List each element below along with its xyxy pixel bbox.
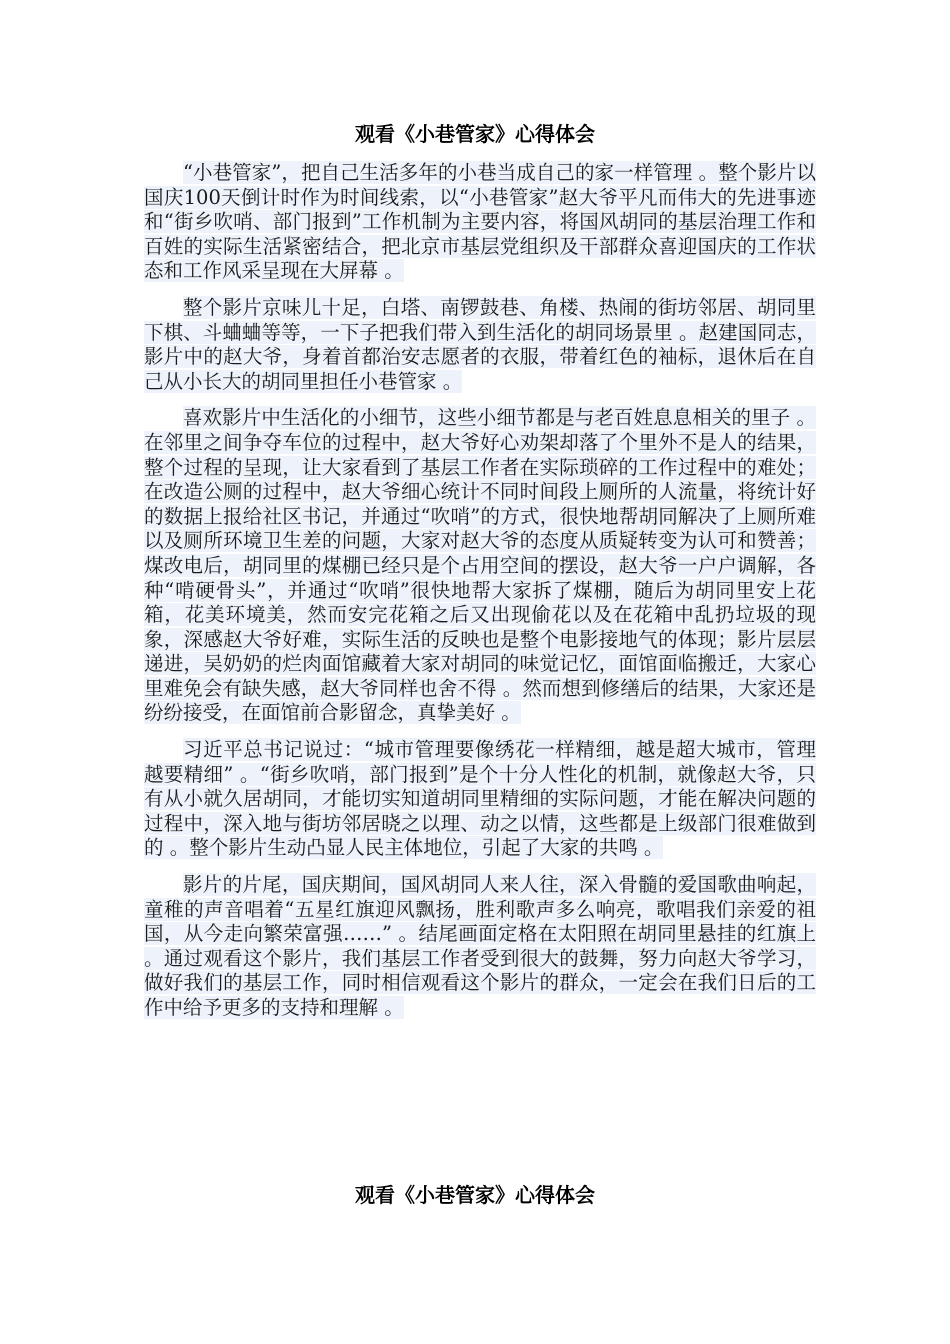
paragraph-4 — [144, 738, 816, 861]
paragraph-3-text: 喜欢影片中生活化的小细节，这些小细节都是与老百姓息息相关的里子 。在邻里之间争夺车位的过程中，赵大爷好心劝架却落了个里外不是人的结果，整个过程的呈现，让大家看到了基层工作者在实际琐碎的工作过程中的难处；在改造公厕的过程中，赵大爷细心统计不同时间段上厕所的人流量，将统计好的数据上报给社区书记，并通过“吹哨”的方式，很快地帮胡同解决了上厕所难以及厕所环境卫生差的问题，大家对赵大爷的态度从质疑转变为认可和赞善；煤改电后，胡同里的煤棚已经只是个占用空间的摆设，赵大爷一户户调解，各种“啃硬骨头”，并通过“吹哨”很快地帮大家拆了煤棚，随后为胡同里安上花箱，花美环境美，然而安完花箱之后又出现偷花以及在花箱中乱扔垃圾的现象，深感赵大爷好难，实际生活的反映也是整个电影接地气的体现；影片层层递进，吴奶奶的烂肉面馆藏着大家对胡同的味觉记忆，面馆面临搬迁，大家心里难免会有缺失感，赵大爷同样也舍不得 。然而想到修缮后的结果，大家还是纷纷接受，在面馆前合影留念，真挚美好 。 — [144, 406, 816, 725]
document-title: 观看《小巷管家》心得体会 — [355, 122, 595, 146]
paragraph-1 — [144, 161, 816, 284]
paragraph-2-text: 整个影片京味儿十足，白塔、南锣鼓巷、角楼、热闹的街坊邻居、胡同里下棋、斗蛐蛐等等，一下子把我们带入到生活化的胡同场景里 。赵建国同志，影片中的赵大爷，身着首都治安志愿者的衣服，带着红色的袖标，退休后在自己从小长大的胡同里担任小巷管家 。 — [144, 295, 816, 393]
document-body — [144, 161, 816, 1033]
paragraph-5 — [144, 873, 816, 1021]
repeated-document-title: 观看《小巷管家》心得体会 — [355, 1183, 595, 1207]
paragraph-4-text: 习近平总书记说过：“城市管理要像绣花一样精细，越是超大城市，管理越要精细” 。“街乡吹哨，部门报到”是个十分人性化的机制，就像赵大爷，只有从小就久居胡同，才能切实知道胡同里精细的实际问题，才能在解决问题的过程中，深入地与街坊邻居晓之以理、动之以情，这些都是上级部门很难做到的 。整个影片生动凸显人民主体地位，引起了大家的共鸣 。 — [144, 738, 816, 860]
paragraph-1-text: “小巷管家”，把自己生活多年的小巷当成自己的家一样管理 。整个影片以国庆100天倒计时作为时间线索，以“小巷管家”赵大爷平凡而伟大的先进事迹和“街乡吹哨、部门报到”工作机制为主要内容，将国风胡同的基层治理工作和百姓的实际生活紧密结合，把北京市基层党组织及干部群众喜迎国庆的工作状态和工作风采呈现在大屏幕 。 — [144, 161, 816, 283]
paragraph-2 — [144, 296, 816, 394]
paragraph-5-text: 影片的片尾，国庆期间，国风胡同人来人往，深入骨髓的爱国歌曲响起，童稚的声音唱着“五星红旗迎风飘扬，胜利歌声多么响亮，歌唱我们亲爱的祖国，从今走向繁荣富强……” 。结尾画面定格在太阳照在胡同里悬挂的红旗上 。通过观看这个影片，我们基层工作者受到很大的鼓舞，努力向赵大爷学习，做好我们的基层工作，同时相信观看这个影片的群众，一定会在我们日后的工作中给予更多的支持和理解 。 — [144, 873, 816, 1019]
paragraph-3 — [144, 406, 816, 726]
